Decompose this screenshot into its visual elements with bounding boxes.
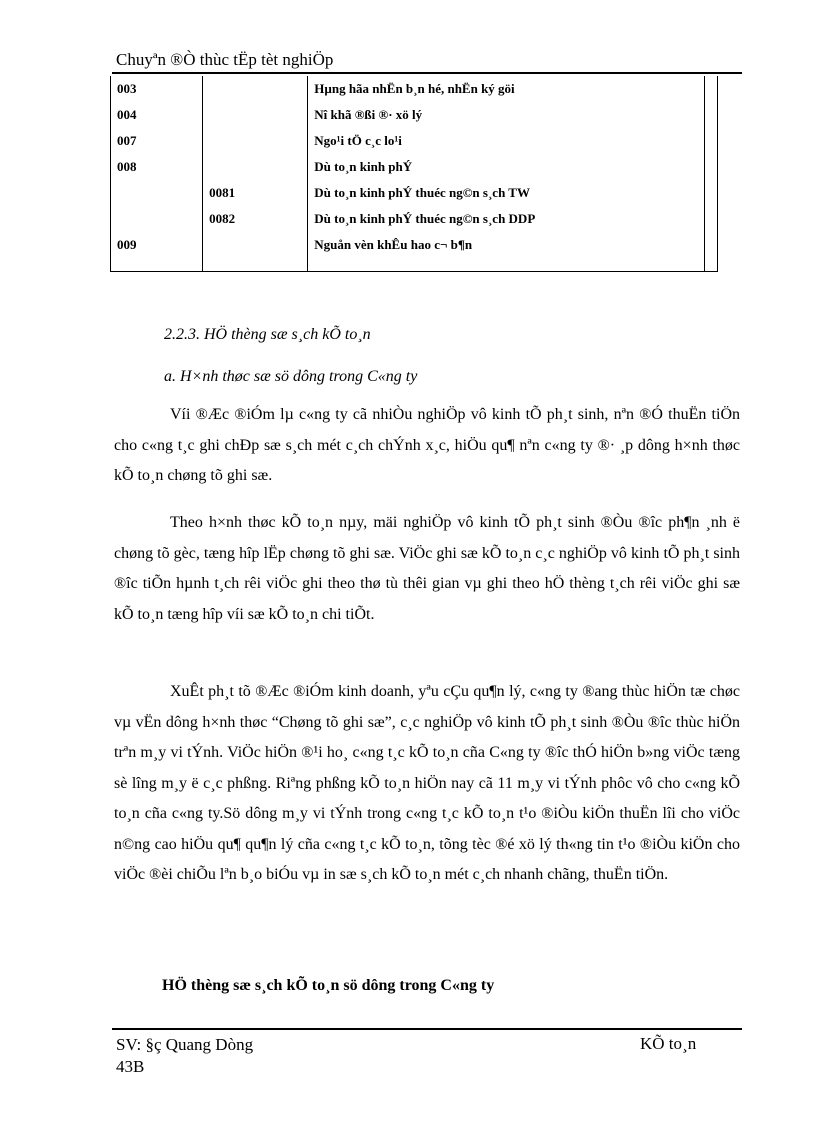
account-description: Dù to¸n kinh phÝ (308, 154, 705, 180)
account-code: 007 (111, 128, 203, 154)
account-code: 003 (111, 76, 203, 102)
account-description: Nî khã ®ßi ®· xö lý (308, 102, 705, 128)
footer-department: KÕ to¸n (640, 1034, 697, 1053)
sub-account-code (203, 76, 308, 102)
sub-account-code (203, 128, 308, 154)
header-divider (112, 72, 742, 74)
account-code: 009 (111, 232, 203, 272)
account-code: 004 (111, 102, 203, 128)
sub-account-code (203, 232, 308, 272)
table-row (111, 206, 718, 232)
subsection-heading: a. H×nh thøc sæ sö dông trong C«ng ty (164, 368, 418, 385)
table-row (111, 232, 718, 272)
sub-account-code (203, 102, 308, 128)
table-row (111, 102, 718, 128)
empty-cell (704, 128, 717, 154)
table-row (111, 128, 718, 154)
empty-cell (704, 154, 717, 180)
body-paragraph: Theo h×nh thøc kÕ to¸n nµy, mäi nghiÖp vô kinh tÕ ph¸t sinh ®Òu ®îc ph¶n ¸nh ë chøng tõ gèc, tæng hîp lËp chøng tõ ghi sæ. ViÖc ghi sæ kÕ to¸n c¸c nghiÖp vô kinh tÕ ph¸t sinh ®îc tiÕn hµnh t¸ch rêi viÖc ghi theo thø tù thêi gian vµ ghi theo hÖ thèng t¸ch rêi viÖc ghi sæ kÕ to¸n tæng hîp víi sæ kÕ to¸n chi tiÕt. (114, 514, 740, 623)
footer-author: SV: §ç Quang Dòng (116, 1035, 254, 1054)
body-paragraph: XuÊt ph¸t tõ ®Æc ®iÓm kinh doanh, yªu cÇu qu¶n lý, c«ng ty ®ang thùc hiÖn tæ chøc vµ vËn dông h×nh thøc “Chøng tõ ghi sæ”, c¸c nghiÖp vô kinh tÕ ph¸t sinh ®Òu ®îc thùc hiÖn trªn m¸y vi tÝnh. ViÖc hiÖn ®¹i ho¸ c«ng t¸c kÕ to¸n cña C«ng ty ®îc thÓ hiÖn b»ng viÖc tæng sè lîng m¸y ë c¸c phßng. Riªng phßng kÕ to¸n hiÖn nay cã 11 m¸y vi tÝnh phôc vô cho c«ng kÕ to¸n cña c«ng ty.Sö dông m¸y vi tÝnh trong c«ng t¸c kÕ to¸n t¹o ®iÒu kiÖn thuËn lîi cho viÖc n©ng cao hiÖu qu¶ qu¶n lý cña c«ng t¸c kÕ to¸n, tõng tèc ®é xö lý th«ng tin t¹o ®iÒu kiÖn cho viÖc ®èi chiÕu lªn b¸o biÓu vµ in sæ s¸ch kÕ to¸n mét c¸ch nhanh chãng, thuËn tiÖn. (114, 683, 740, 883)
table-row (111, 154, 718, 180)
empty-cell (704, 206, 717, 232)
account-description: Dù to¸n kinh phÝ thuéc ng©n s¸ch TW (308, 180, 705, 206)
empty-cell (704, 180, 717, 206)
account-description: Nguån vèn khÊu hao c¬ b¶n (308, 232, 705, 272)
account-description: Ngo¹i tÖ c¸c lo¹i (308, 128, 705, 154)
account-table (110, 76, 718, 272)
footer-class: 43B (116, 1057, 145, 1076)
empty-cell (704, 232, 717, 272)
account-code (111, 180, 203, 206)
body-paragraph: Víi ®Æc ®iÓm lµ c«ng ty cã nhiÒu nghiÖp vô kinh tÕ ph¸t sinh, nªn ®Ó thuËn tiÖn cho c«ng t¸c ghi chÐp sæ s¸ch mét c¸ch chÝnh x¸c, hiÖu qu¶ nªn c«ng ty ®· ¸p dông h×nh thøc kÕ to¸n chøng tõ ghi sæ. (114, 406, 740, 484)
account-code: 008 (111, 154, 203, 180)
account-code (111, 206, 203, 232)
table-row (111, 76, 718, 102)
footer-author-block (116, 1034, 253, 1078)
account-description: Hµng hãa nhËn b¸n hé, nhËn ký göi (308, 76, 705, 102)
bold-section-heading: HÖ thèng sæ s¸ch kÕ to¸n sö dông trong C«ng ty (162, 977, 495, 994)
section-heading: 2.2.3. HÖ thèng sæ s¸ch kÕ to¸n (164, 326, 371, 343)
empty-cell (704, 76, 717, 102)
empty-cell (704, 102, 717, 128)
page-header-title: Chuyªn ®Ò thùc tËp tèt nghiÖp (116, 50, 334, 69)
table-row (111, 180, 718, 206)
footer-divider (112, 1028, 742, 1030)
sub-account-code (203, 154, 308, 180)
account-description: Dù to¸n kinh phÝ thuéc ng©n s¸ch DDP (308, 206, 705, 232)
sub-account-code: 0082 (203, 206, 308, 232)
sub-account-code: 0081 (203, 180, 308, 206)
